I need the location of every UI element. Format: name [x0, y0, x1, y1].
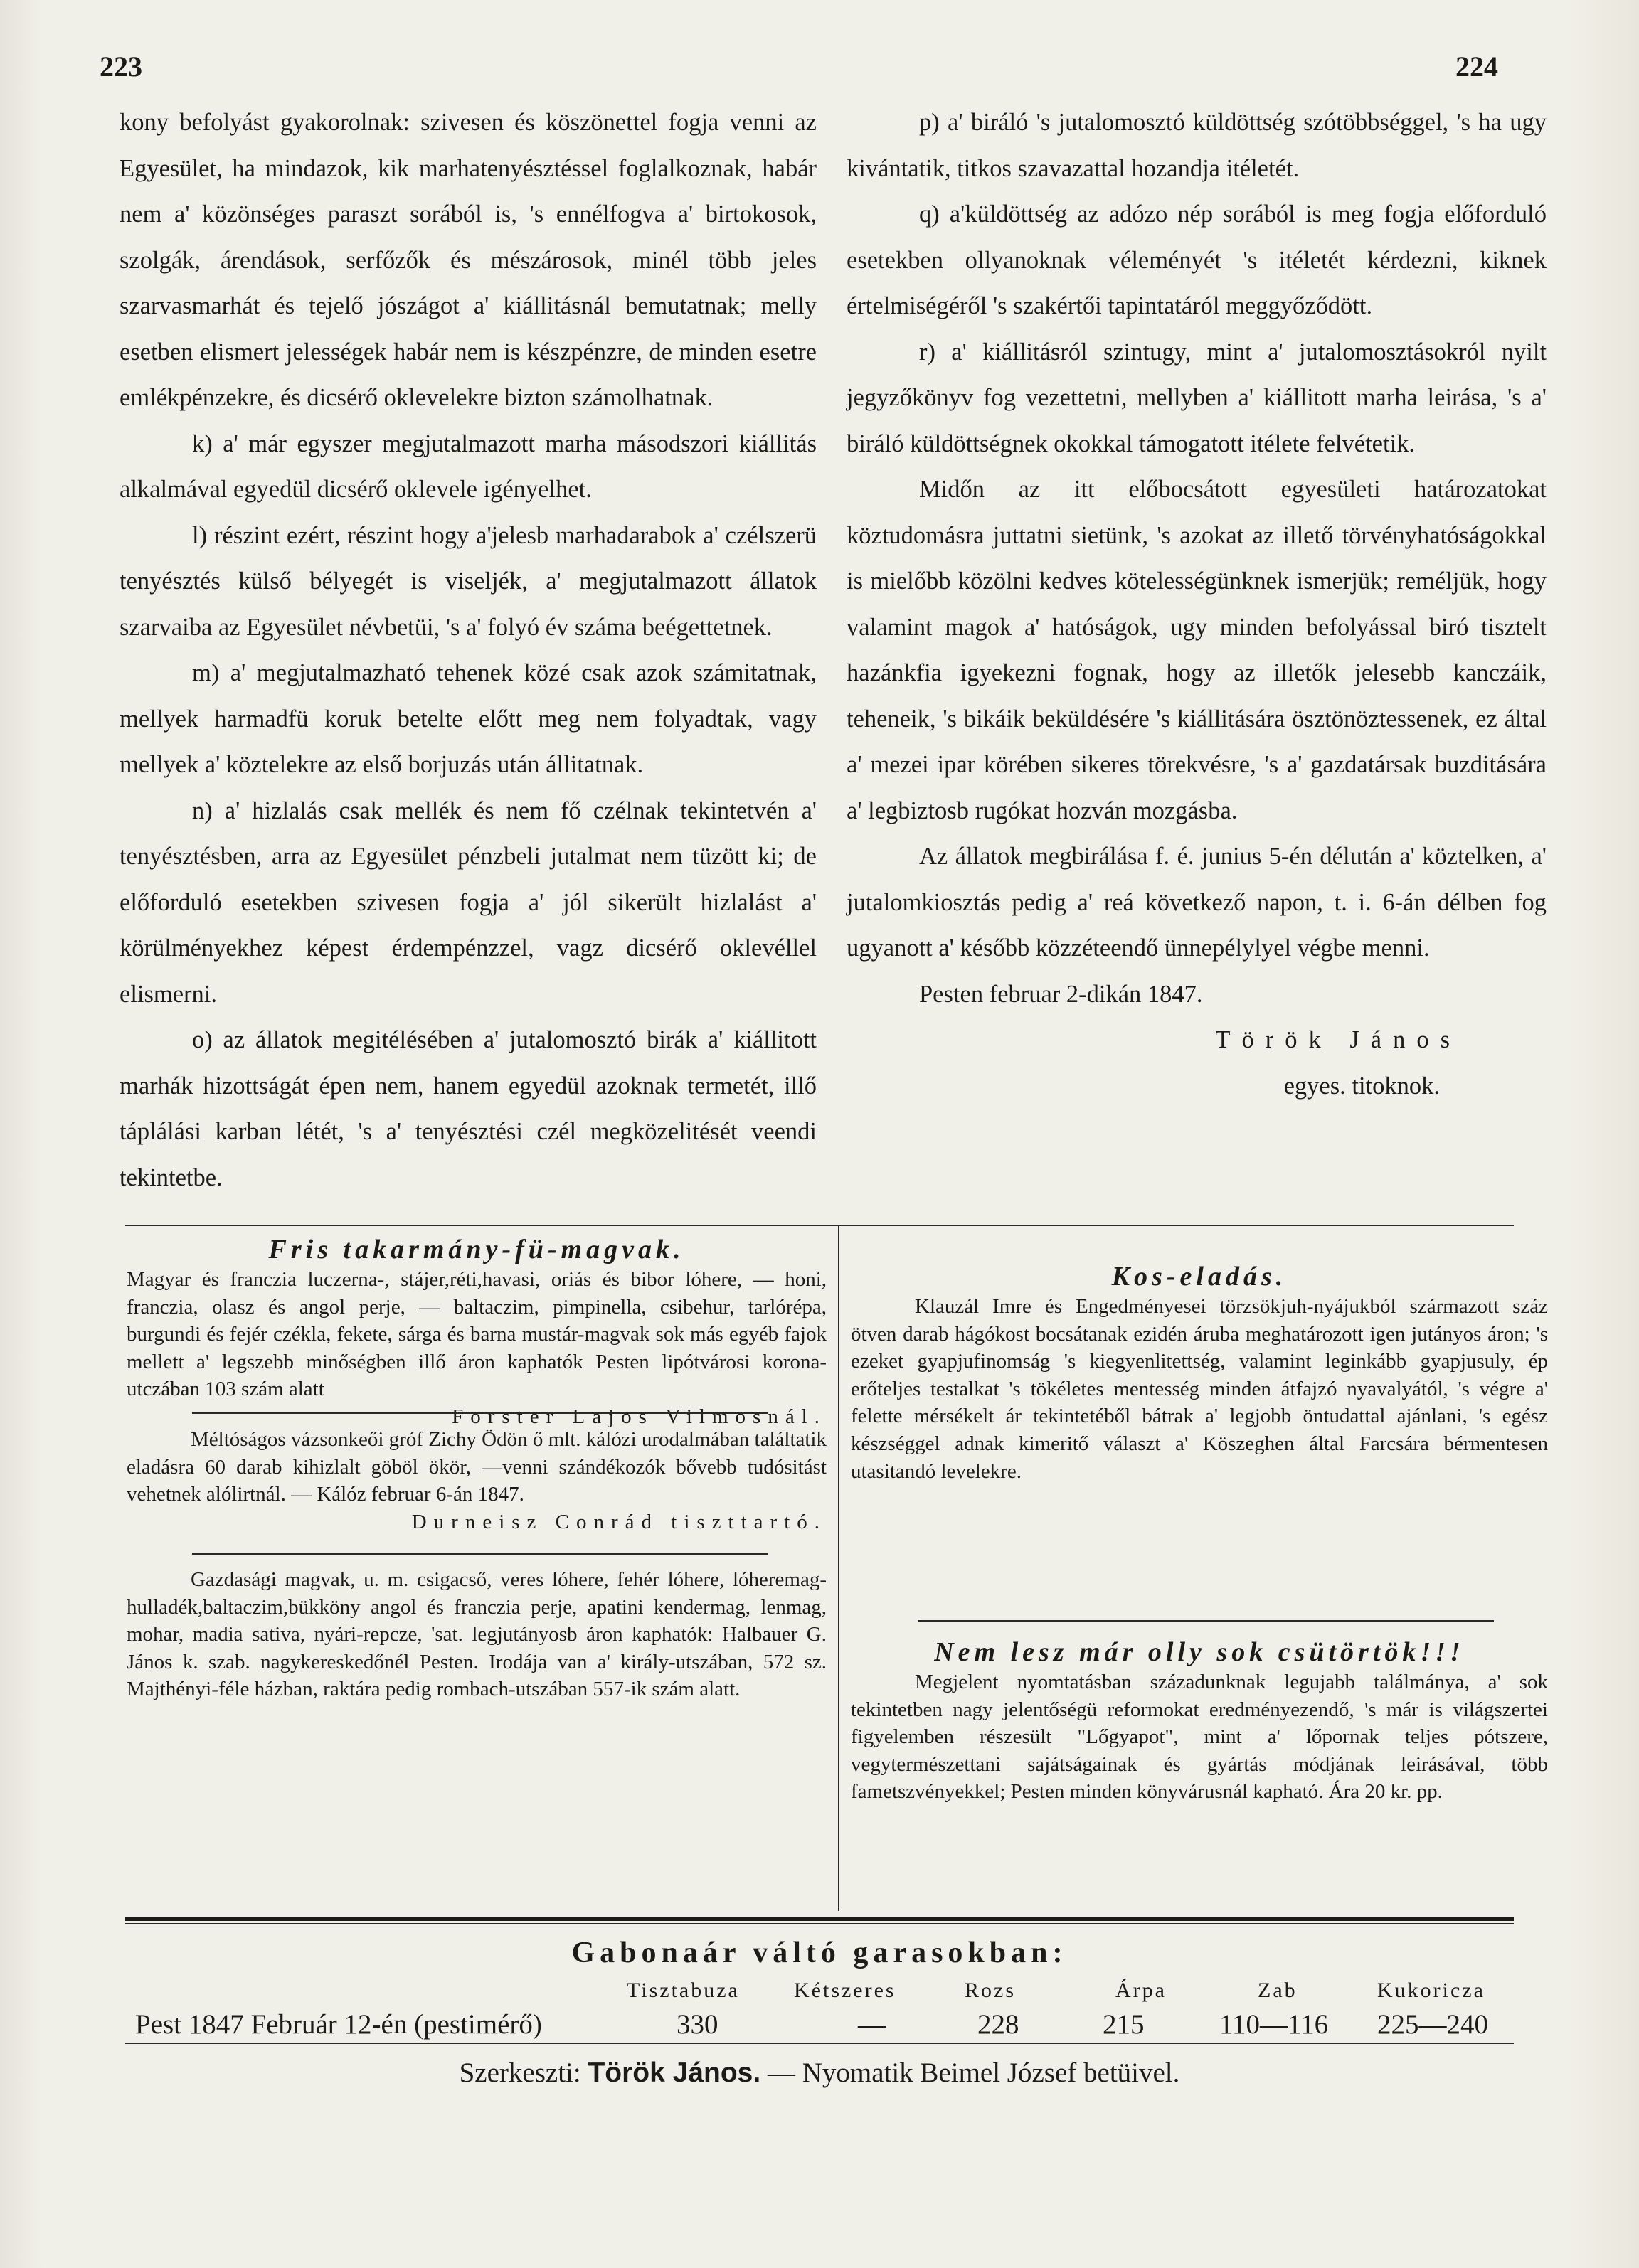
ad-divider-2 — [192, 1553, 768, 1555]
price-divider-bottom — [125, 2043, 1514, 2044]
column-divider — [838, 1225, 839, 1911]
footer-printer: — Nyomatik Beimel József betüivel. — [767, 2057, 1180, 2088]
ad-seeds-text: Magyar és franczia luczerna-, stájer,réti,havasi, oriás és bibor lóhere, — honi, franczia, olasz és angol perje, — baltaczim, pimpinella, csibehur, tarlórépa, burgundi és fejér czékla, fekete, sárga és barna mustár-magvak sok más egyéb fajok mellett a' legszebb minőségben illő áron kaphatók Pesten lipótvárosi korona-utczában 103 szám alatt — [127, 1268, 827, 1401]
value-kukoricza: 225—240 — [1377, 2009, 1488, 2040]
right-article-column — [847, 100, 1547, 1109]
ad-oxen-signature: Durneisz Conrád tiszttartó. — [411, 1510, 827, 1533]
ad-oxen-text: Méltóságos vázsonkeői gróf Zichy Ödön ő mlt. kálózi urodalmában találtatik eladásra 60 darab kihizlalt göböl ökör, —venni szándékozók bővebb tudósitást vehetnek alólirtnál. — Kálóz februar 6-án 1847. — [127, 1428, 827, 1506]
ad-book-heading: Nem lesz már olly sok csütörtök!!! — [934, 1637, 1465, 1667]
closing-signature: Török János — [1215, 1026, 1461, 1053]
paragraph-q: q) a'küldöttség az adózo nép sorából is meg fogja előforduló esetekben ollyanoknak véleményét 's itéletét kérdezni, kiknek értelmiségéről 's szakértői tapintatáról meggyőződött. — [847, 201, 1547, 319]
paragraph-p: p) a' biráló 's jutalomosztó küldöttség szótöbbséggel, 's ha ugy kivántatik, titkos szavazattal hozandja itéletét. — [847, 109, 1547, 182]
value-zab: 110—116 — [1219, 2009, 1329, 2040]
closing-role: egyes. titoknok. — [1283, 1072, 1440, 1100]
ad-seeds-signature: Forster Lajos Vilmosnál. — [452, 1405, 827, 1428]
value-tisztabuza: 330 — [677, 2009, 718, 2040]
col-rozs: Rozs — [965, 1979, 1016, 2002]
paragraph-n: n) a' hizlalás csak mellék és nem fő czélnak tekintetvén a' tenyésztésben, arra az Egyesület pénzbeli jutalmat nem tüzött ki; de előforduló esetekben szivesen fogja a' jól sikerült hizlalást a' körülményekhez képest érdempénzzel, vagz dicsérő oklevéllel elismerni. — [120, 797, 817, 1008]
grain-price-title: Gabonaár váltó garasokban: — [571, 1937, 1068, 1969]
paragraph-announcement: Midőn az itt előbocsátott egyesületi határozatokat köztudomásra juttatni sietünk, 's azokat az illető törvényhatóságokkal is mielőbb közölni kedves kötelességünknek ismerjük; reméljük, hogy valamint magok a' hatóságok, ugy minden befolyással biró tisztelt hazánkfia igyekezni fognak, hogy az illetők jelesebb kanczáik, teheneik, 's bikáik beküldésére 's kiállitására ösztönöztessenek, ez által a' mezei ipar körében sikeres törekvésre, 's a' gazdatársak buzditására a' legbiztosb rugókat hozván mozgásba. — [847, 476, 1547, 824]
footer-prefix: Szerkeszti: — [459, 2057, 581, 2088]
paragraph-m: m) a' megjutalmazható tehenek közé csak azok számitatnak, mellyek harmadfü koruk betelte előtt meg nem folyadtak, vagy mellyek a' köztelekre az első borjuzás után állitatnak. — [120, 659, 817, 778]
paragraph-r: r) a' kiállitásról szintugy, mint a' jutalomosztásokról nyilt jegyzőkönyv fog vezettetni, mellyben a' kiállitott marha leirása, 's a' biráló küldöttségnek okokkal támogatott itélete felvétetik. — [847, 338, 1547, 457]
ad-book-text: Megjelent nyomtatásban századunknak legujabb találmánya, a' sok tekintetben nagy jelentőségü reformokat eredményezendő, 's már is világszertei figyelemben részesült "Lőgyapot", mint a' lőpornak teljes pótszere, vegytermészettani sajátságainak és gyártás módjának leirásával, több fametszvényekkel; Pesten minden könyvárusnál kapható. Ára 20 kr. pp. — [851, 1671, 1548, 1804]
col-kukoricza: Kukoricza — [1377, 1979, 1485, 2002]
ad-oxen — [127, 1426, 827, 1535]
footer-editor: Török János. — [588, 2057, 761, 2088]
ad-book — [851, 1636, 1548, 1806]
paragraph-o: o) az állatok megitélésében a' jutalomosztó birák a' kiállitott marhák hizottságát épen nem, hanem egyedül azoknak termetét, illő táplálási karban létét, 's a' tenyésztési czél megközelitését veendi tekintetbe. — [120, 1026, 817, 1191]
ad-rams — [851, 1260, 1548, 1485]
price-divider-top-thin — [125, 1923, 1514, 1924]
ad-farm-seeds — [127, 1566, 827, 1703]
value-ketszeres: — — [858, 2009, 886, 2040]
ad-seeds — [127, 1233, 827, 1431]
paragraph-schedule: Az állatok megbirálása f. é. junius 5-én délután a' köztelken, a' jutalomkiosztás pedig a' reá következő napon, t. i. 6-án délben fog ugyanott a' később közzéteendő ünnepélylyel végbe menni. — [847, 843, 1547, 962]
ad-rams-heading: Kos-eladás. — [1111, 1262, 1288, 1292]
value-arpa: 215 — [1103, 2009, 1145, 2040]
col-ketszeres: Kétszeres — [794, 1979, 896, 2002]
ad-seeds-heading: Fris takarmány-fü-magvak. — [268, 1235, 685, 1265]
col-zab: Zab — [1258, 1979, 1298, 2002]
paragraph-intro: kony befolyást gyakorolnak: szivesen és köszönettel fogja venni az Egyesület, ha mindazok, kik marhatenyésztéssel foglalkoznak, habár nem a' közönséges paraszt sorából is, 's ennélfogva a' birtokosok, szolgák, árendások, serfőzők és mészárosok, minél több jeles szarvasmarhát és tejelő jószágot a' kiállitásnál bemutatnak; melly esetben elismert jelességek habár nem is készpénzre, de minden esetre emlékpénzekre, és dicsérő oklevelekre bizton számolhatnak. — [120, 109, 817, 411]
price-divider-top — [125, 1917, 1514, 1921]
row-label: Pest 1847 Február 12-én (pestimérő) — [135, 2009, 542, 2040]
ad-farm-seeds-text: Gazdasági magvak, u. m. csigacső, veres lóhere, fehér lóhere, lóheremag-hulladék,baltaczim,bükköny angol és franczia perje, apatini kendermag, lenmag, mohar, madia sativa, nyári-repcze, 'sat. legjutányosb áron kaphatók: Halbauer G. János k. szab. nagykereskedőnél Pesten. Irodája van a' király-utszában, 572 sz. Majthényi-féle házban, raktára pedig rombach-utszában 557-ik szám alatt. — [127, 1568, 827, 1701]
imprint-footer — [0, 2057, 1639, 2089]
closing-date: Pesten februar 2-dikán 1847. — [919, 980, 1203, 1008]
ad-divider-3 — [918, 1620, 1494, 1622]
value-rozs: 228 — [977, 2009, 1019, 2040]
ad-rams-text: Klauzál Imre és Engedményesei törzsökjuh-nyájukból származott száz ötven darab hágókost bocsátanak ezidén áruba meghatározott igen jutányos áron; 's ezeket gyapjufinomság 's kiegyenlitettség, valamint leginkább gyapjusuly, ép erőteljes testalkat 's tökéletes mentesség minden átfajzó nyavalyától, 's végre a' felette mérsékelt ár tekintetéből bátrak a' legjobb öntudattal ajánlani, 's egész készséggel adnak kimeritő választ a' Köszeghen által Farcsára bérmentesen utasitandó levelekre. — [851, 1295, 1548, 1483]
page-number-left: 223 — [100, 50, 142, 82]
left-article-column — [120, 100, 817, 1200]
paragraph-l: l) részint ezért, részint hogy a'jelesb marhadarabok a' czélszerü tenyésztés külső bélyegét is viseljék, a' megjutalmazott állatok szarvaiba az Egyesület névbetüi, 's a' folyó év száma beégettetnek. — [120, 521, 817, 641]
section-divider — [125, 1225, 1514, 1226]
page-number-right: 224 — [1455, 50, 1498, 82]
col-tisztabuza: Tisztabuza — [627, 1979, 740, 2002]
paragraph-k: k) a' már egyszer megjutalmazott marha másodszori kiállitás alkalmával egyedül dicsérő oklevele igényelhet. — [120, 430, 817, 503]
col-arpa: Árpa — [1115, 1979, 1167, 2002]
ad-divider-1 — [192, 1412, 768, 1414]
